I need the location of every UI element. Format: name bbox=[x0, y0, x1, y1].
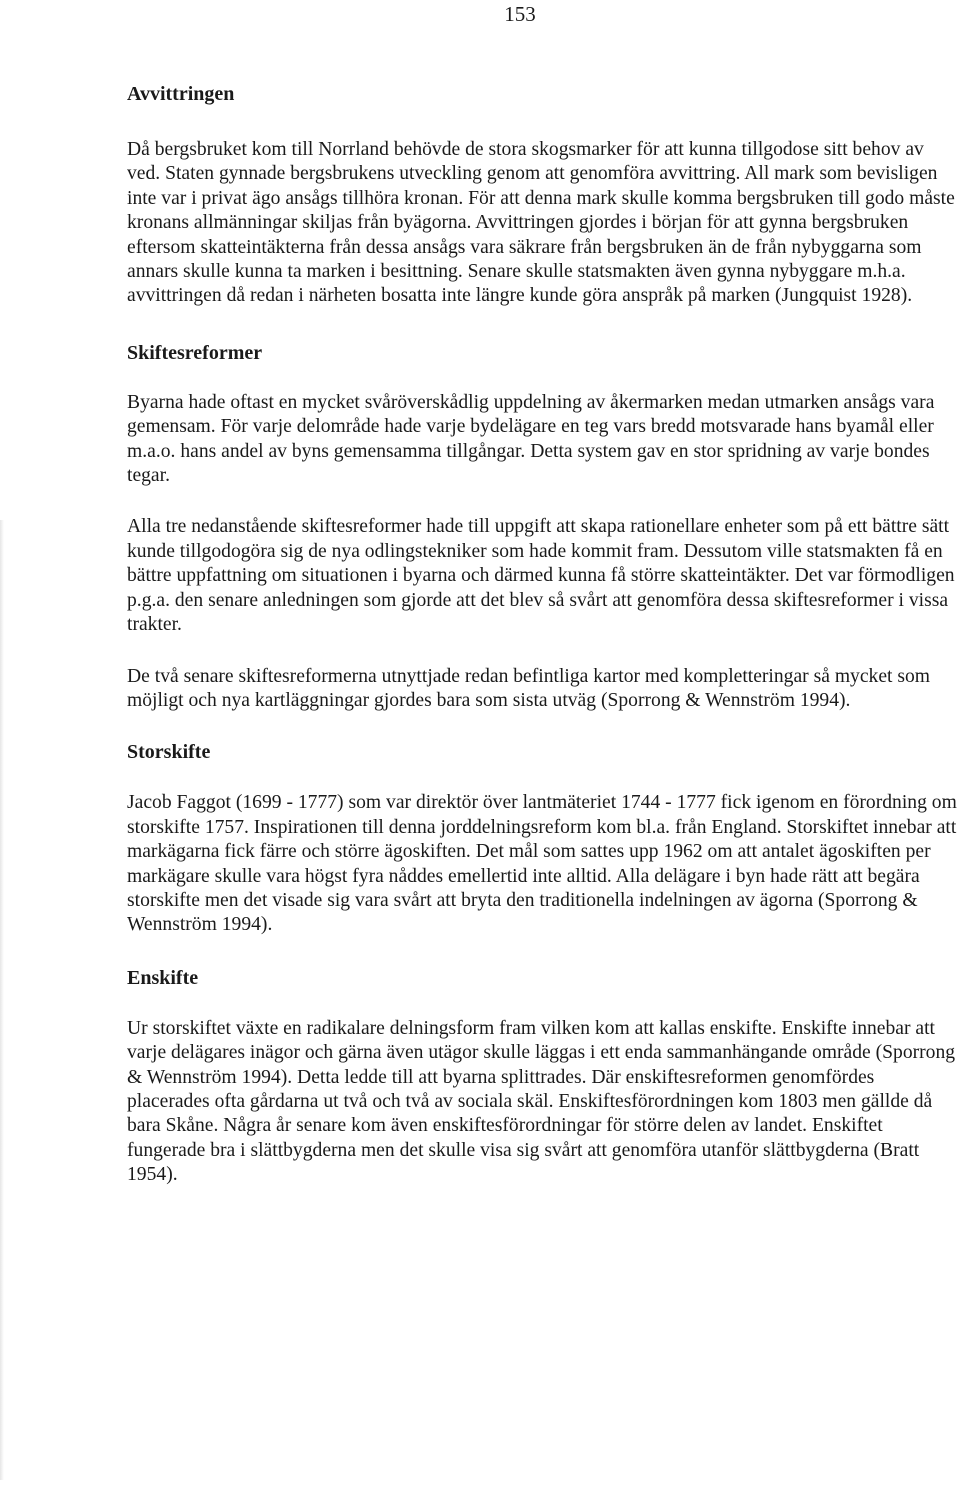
heading-storskifte: Storskifte bbox=[127, 741, 211, 764]
heading-enskifte: Enskifte bbox=[127, 966, 199, 989]
page-number: 153 bbox=[504, 2, 536, 26]
paragraph-skiftesreformer-1: Byarna hade oftast en mycket svåröverskådlig uppdelning av åkermarken medan utmarken ansågs vara gemensam. För varje delområde hade varje bydelägare en teg vars bredd motsvarade hans byamål eller m.a.o. hans andel av byns gemensamma tillgångar. Detta system gav en stor spridning av varje bondes tegar. bbox=[127, 391, 935, 487]
paragraph-enskifte: Ur storskiftet växte en radikalare delningsform fram vilken kom att kallas enskifte. Enskifte innebar att varje delägares inägor och gärna även utägor skulle läggas i ett enda sammanhängande område (Sporrong & Wennström 1994). Detta ledde till att byarna splittrades. Där enskiftesreformen genomfördes placerades ofta gårdarna ut två och två av sociala skäl. Enskiftesförordningen kom 1803 men gällde då bara Skåne. Några år senare kom även enskiftesförordningar för större delen av landet. Enskiftet fungerade bra i slättbygderna men det skulle visa sig svårt att genomföra utanför slättbygderna (Bratt 1954). bbox=[127, 1017, 956, 1186]
scan-edge-shadow bbox=[0, 520, 4, 1480]
paragraph-avvittringen: Då bergsbruket kom till Norrland behövde de stora skogsmarker för att kunna tillgodose sitt behov av ved. Staten gynnade bergsbrukens utveckling genom att genomföra avvittring. All mark som bevisligen inte var i privat ägo ansågs tillhöra kronan. För att denna mark skulle komma bergsbruken till godo måste kronans allmänningar skiljas från byägorna. Avvittringen gjordes i början för att gynna bergsbruken eftersom skatteintäkterna från dessa ansågs vara säkrare från bergsbruken än de från nybyggarna som annars skulle kunna ta marken i besittning. Senare skulle statsmakten även gynna nybyggare m.h.a. avvittringen då redan i närheten bosatta inte längre kunde göra anspråk på marken (Jungquist 1928). bbox=[127, 139, 955, 307]
paragraph-skiftesreformer-2: Alla tre nedanstående skiftesreformer hade till uppgift att skapa rationellare enheter som på ett bättre sätt kunde tillgodogöra sig de nya odlingstekniker som hade kommit fram. Dessutom ville statsmakten få en bättre uppfattning om situationen i byarna och därmed kunna få större skatteintäkter. Det var förmodligen p.g.a. den senare anledningen som gjorde att det blev så svårt att genomföra dessa skiftesreformer i vissa trakter. bbox=[127, 516, 955, 636]
document-body bbox=[127, 82, 957, 1188]
paragraph-skiftesreformer-3: De två senare skiftesreformerna utnyttjade redan befintliga kartor med kompletteringar så mycket som möjligt och nya kartläggningar gjordes bara som sista utväg (Sporrong & Wennström 1994). bbox=[127, 665, 931, 711]
heading-avvittringen: Avvittringen bbox=[127, 83, 235, 105]
paragraph-storskifte: Jacob Faggot (1699 - 1777) som var direktör över lantmäteriet 1744 - 1777 fick igenom en förordning om storskifte 1757. Inspirationen till denna jorddelningsreform kom bl.a. från England. Storskiftet innebar att markägarna fick färre och större ägoskiften. Det mål som sattes upp 1962 om att antalet ägoskiften per markägare skulle vara högst fyra nåddes emellertid inte alltid. Alla delägare i byn hade rätt att begära storskifte men det visade sig vara svårt att bryta den traditionella indelningen av ägorna (Sporrong & Wennström 1994). bbox=[127, 792, 957, 936]
heading-skiftesreformer: Skiftesreformer bbox=[127, 341, 263, 364]
